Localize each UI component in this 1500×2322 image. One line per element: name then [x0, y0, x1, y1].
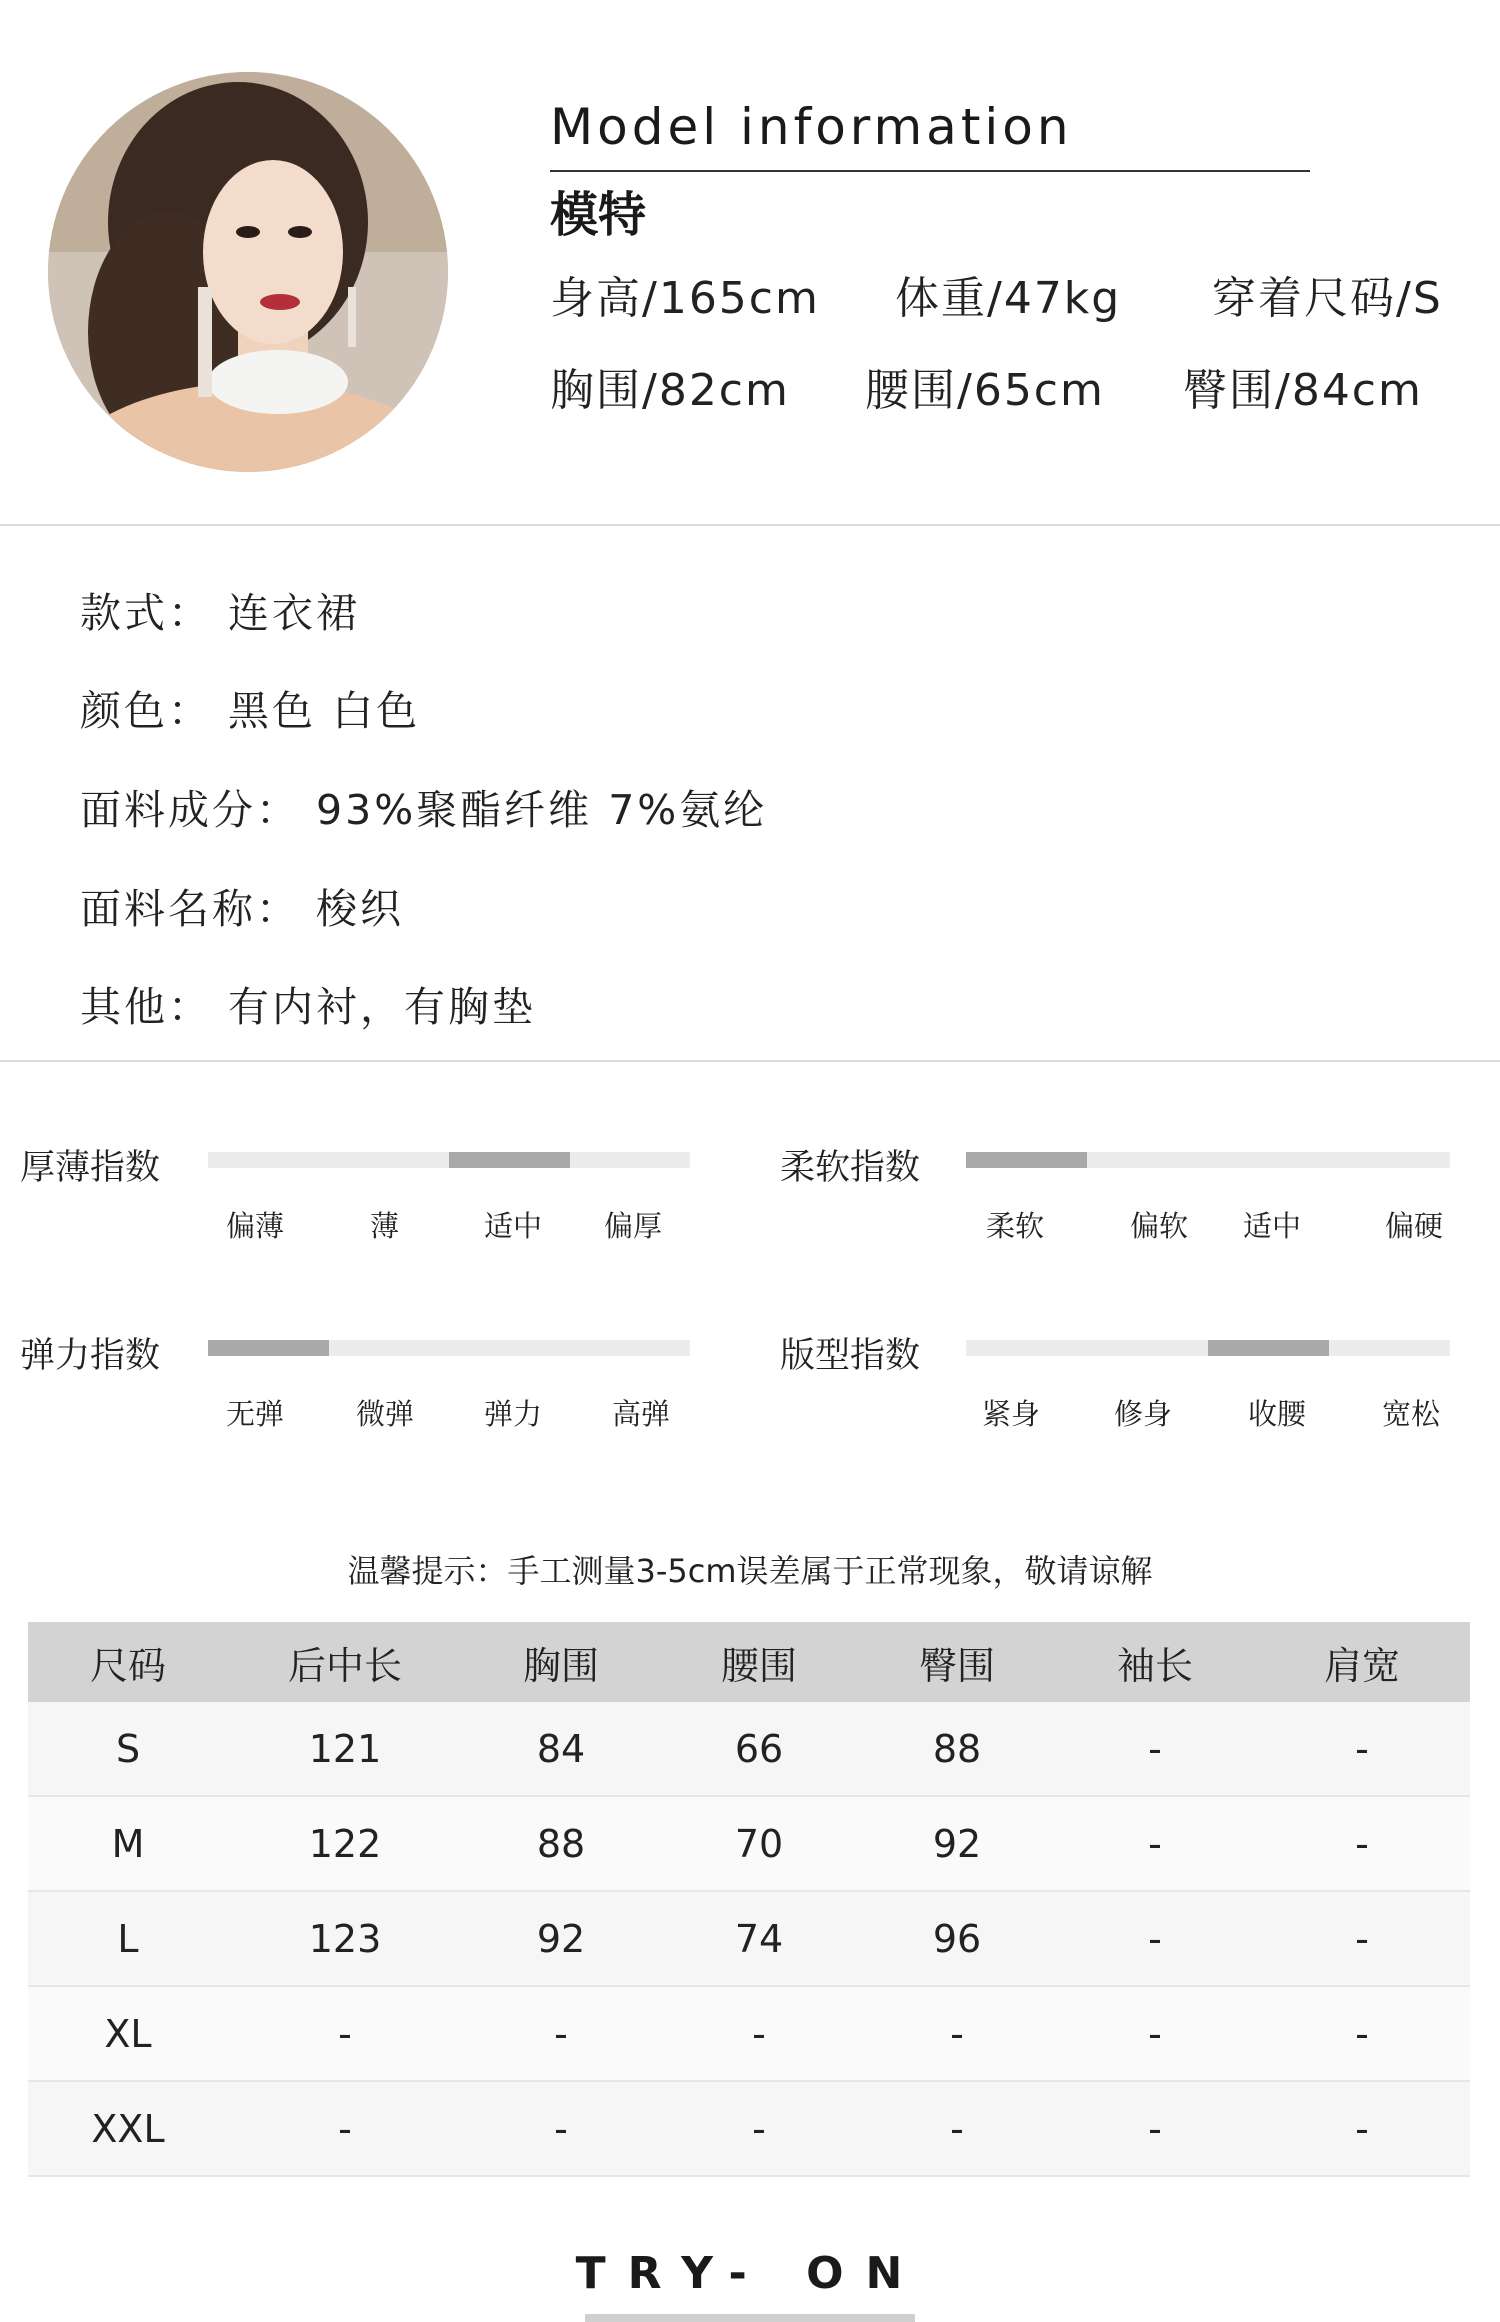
col-header-length: 后中长 — [228, 1622, 462, 1702]
table-cell: 123 — [228, 1891, 462, 1986]
index-option: 修身 — [1114, 1397, 1173, 1431]
index-option: 适中 — [484, 1209, 543, 1243]
col-header-size: 尺码 — [28, 1622, 228, 1702]
table-cell: 88 — [462, 1796, 660, 1891]
measurement-notice: 温馨提示：手工测量3-5cm误差属于正常现象，敬请谅解 — [347, 1552, 1153, 1590]
table-header-row — [28, 1622, 1470, 1702]
index-option: 收腰 — [1248, 1397, 1307, 1431]
table-cell: XL — [28, 1986, 228, 2081]
table-cell: 88 — [858, 1702, 1056, 1796]
index-track — [208, 1340, 690, 1356]
table-cell: - — [228, 2081, 462, 2176]
col-header-sleeve: 袖长 — [1056, 1622, 1254, 1702]
col-header-waist: 腰围 — [660, 1622, 858, 1702]
index-fill — [1208, 1340, 1329, 1356]
index-option: 高弹 — [612, 1397, 671, 1431]
detail-other: 其他： 有内衬，有胸垫 — [80, 983, 537, 1031]
index-option: 柔软 — [986, 1209, 1045, 1243]
col-header-hip: 臀围 — [858, 1622, 1056, 1702]
table-row — [28, 1986, 1470, 2081]
detail-style: 款式： 连衣裙 — [80, 589, 361, 637]
index-fill — [966, 1152, 1087, 1168]
table-cell: - — [1056, 1986, 1254, 2081]
table-cell: - — [660, 1986, 858, 2081]
index-option: 偏厚 — [604, 1209, 663, 1243]
index-option: 薄 — [370, 1209, 400, 1243]
index-fill — [449, 1152, 570, 1168]
table-cell: S — [28, 1702, 228, 1796]
col-header-shoulder: 肩宽 — [1254, 1622, 1470, 1702]
model-waist: 腰围/65cm — [865, 365, 1105, 416]
table-cell: L — [28, 1891, 228, 1986]
table-cell: - — [462, 2081, 660, 2176]
table-cell: - — [1056, 1891, 1254, 1986]
table-cell: - — [858, 2081, 1056, 2176]
table-cell: 92 — [462, 1891, 660, 1986]
table-cell: 121 — [228, 1702, 462, 1796]
index-label: 弹力指数 — [20, 1336, 161, 1376]
table-cell: 74 — [660, 1891, 858, 1986]
table-cell: - — [1254, 1702, 1470, 1796]
table-cell: 92 — [858, 1796, 1056, 1891]
table-cell: 96 — [858, 1891, 1056, 1986]
table-cell: 122 — [228, 1796, 462, 1891]
section-divider — [0, 524, 1500, 526]
col-header-bust: 胸围 — [462, 1622, 660, 1702]
model-weight: 体重/47kg — [895, 273, 1122, 324]
heading-underline — [550, 170, 1310, 172]
table-cell: M — [28, 1796, 228, 1891]
index-fill — [208, 1340, 329, 1356]
table-cell: XXL — [28, 2081, 228, 2176]
section-divider — [0, 1060, 1500, 1062]
index-option: 偏薄 — [226, 1209, 285, 1243]
index-label: 版型指数 — [780, 1336, 921, 1376]
index-label: 柔软指数 — [780, 1148, 921, 1188]
model-bust: 胸围/82cm — [550, 365, 790, 416]
table-cell: - — [462, 1986, 660, 2081]
try-on-title: TRY- ON — [575, 2248, 925, 2299]
model-info-subheading: 模特 — [550, 187, 647, 243]
table-cell: - — [228, 1986, 462, 2081]
index-option: 宽松 — [1382, 1397, 1441, 1431]
index-option: 偏软 — [1130, 1209, 1189, 1243]
table-row — [28, 1796, 1470, 1891]
index-option: 微弹 — [356, 1397, 415, 1431]
model-avatar — [48, 72, 448, 472]
index-option: 弹力 — [484, 1397, 543, 1431]
index-option: 适中 — [1243, 1209, 1302, 1243]
index-label: 厚薄指数 — [20, 1148, 161, 1188]
table-row — [28, 2081, 1470, 2176]
try-on-underline — [585, 2314, 915, 2322]
model-size-worn: 穿着尺码/S — [1212, 273, 1443, 324]
model-hip: 臀围/84cm — [1183, 365, 1423, 416]
table-cell: 66 — [660, 1702, 858, 1796]
index-option: 无弹 — [226, 1397, 285, 1431]
detail-color: 颜色： 黑色 白色 — [80, 687, 421, 735]
table-cell: 84 — [462, 1702, 660, 1796]
table-cell: - — [1254, 1986, 1470, 2081]
index-track — [208, 1152, 690, 1168]
model-height: 身高/165cm — [550, 273, 820, 324]
table-cell: - — [1056, 1702, 1254, 1796]
detail-fabric-name: 面料名称： 梭织 — [80, 885, 405, 933]
detail-composition: 面料成分： 93%聚酯纤维 7%氨纶 — [80, 786, 768, 834]
table-row — [28, 1891, 1470, 1986]
index-option: 偏硬 — [1385, 1209, 1444, 1243]
index-track — [966, 1340, 1450, 1356]
table-cell: - — [1056, 2081, 1254, 2176]
table-cell: - — [1254, 1796, 1470, 1891]
size-table — [28, 1622, 1470, 2177]
table-row — [28, 1702, 1470, 1796]
model-photo — [48, 72, 448, 472]
model-info-heading: Model information — [550, 98, 1073, 156]
index-option: 紧身 — [982, 1397, 1041, 1431]
index-track — [966, 1152, 1450, 1168]
table-cell: 70 — [660, 1796, 858, 1891]
table-cell: - — [660, 2081, 858, 2176]
table-cell: - — [858, 1986, 1056, 2081]
table-cell: - — [1254, 1891, 1470, 1986]
table-cell: - — [1254, 2081, 1470, 2176]
table-cell: - — [1056, 1796, 1254, 1891]
